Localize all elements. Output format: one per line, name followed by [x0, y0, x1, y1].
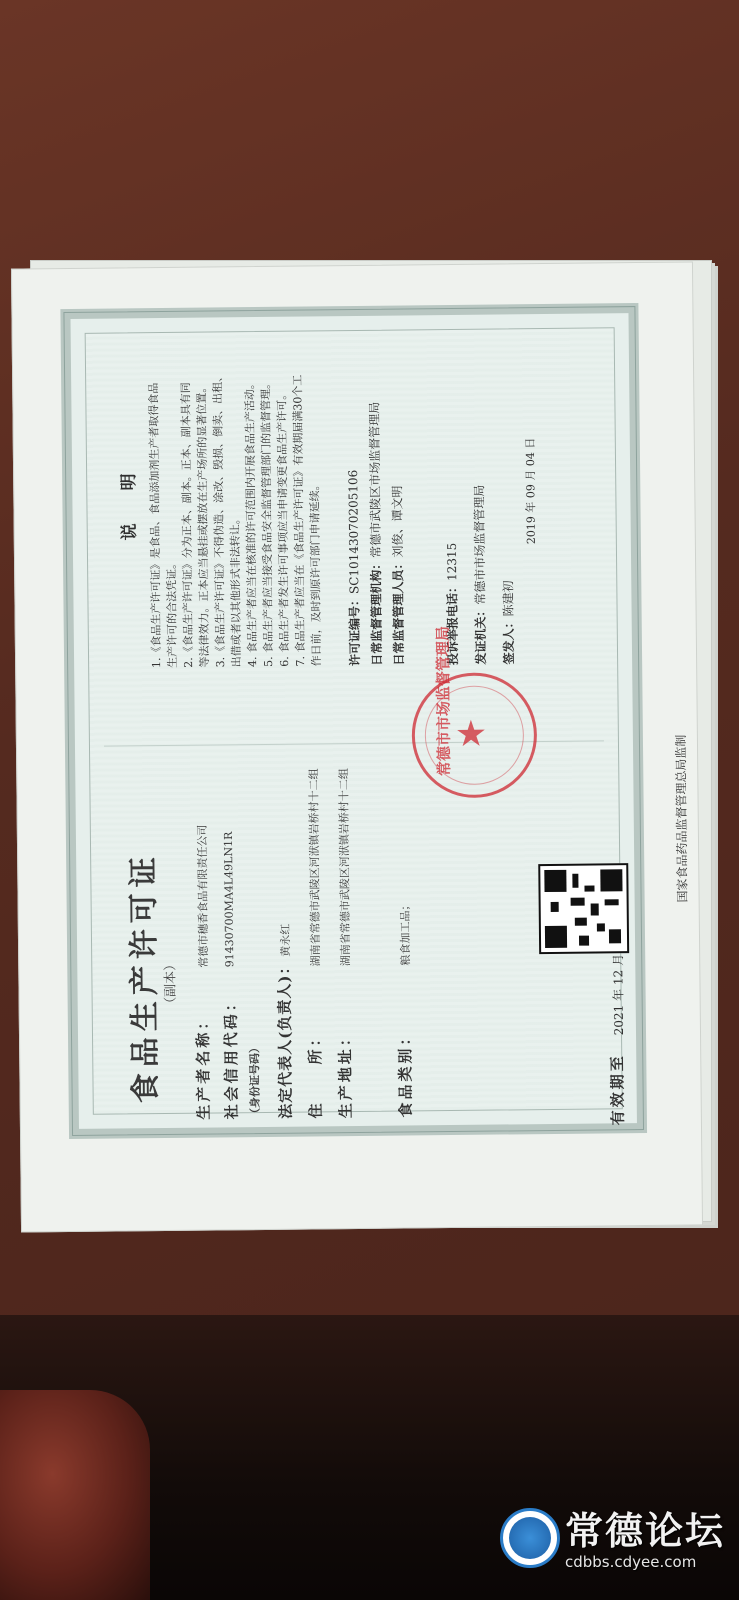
qr-finder-top-right	[600, 869, 622, 891]
field-label-credit-code: 社会信用代码：	[221, 993, 241, 1120]
qr-module	[575, 918, 587, 926]
qr-module	[551, 902, 559, 912]
qr-module	[579, 936, 589, 946]
field-value-address: 湖南省常德市武陵区河洑镇岩桥村十二组	[307, 768, 323, 967]
certificate-page	[11, 261, 703, 1232]
field-value-production-address: 湖南省常德市武陵区河洑镇岩桥村十二组	[337, 768, 353, 967]
certificate-subtitle: （副本）	[163, 957, 179, 1011]
field-value-legal-rep: 黄永红	[278, 923, 293, 957]
qr-module	[572, 874, 578, 888]
qr-module	[571, 898, 585, 906]
authority-value: 常德市武陵区市场监督管理局	[367, 401, 384, 558]
footer-issuer: 国家食品药品监督管理总局监制	[673, 734, 690, 903]
qr-module	[609, 929, 621, 943]
qr-module	[597, 923, 605, 931]
field-label-legal-rep: 法定代表人(负责人)：	[275, 958, 295, 1119]
note-line-9: 6. 食品生产者发生许可事项应当申请变更食品生产许可。	[275, 388, 292, 667]
issuer-row	[470, 485, 489, 665]
qr-module	[591, 903, 599, 915]
note-line-3: 2.《食品生产许可证》分为正本、副本。正本、副本具有同	[179, 382, 196, 668]
issue-day: 04	[523, 452, 538, 467]
field-value-credit-code: 91430700MA4L49LN1R	[221, 831, 237, 968]
note-line-6: 出借或者以其他形式非法转让。	[228, 513, 244, 668]
signer-row	[499, 580, 517, 664]
complaint-label: 投诉举报电话：	[445, 580, 461, 666]
qr-module	[584, 886, 594, 892]
leather-bag	[0, 1390, 150, 1600]
validity-year: 2021	[611, 1004, 627, 1036]
issue-month: 09	[524, 484, 538, 499]
supervisor-label: 日常监督管理人员：	[391, 557, 407, 666]
issue-year-char: 年	[524, 501, 538, 513]
license-number-label: 许可证编号：	[347, 593, 363, 667]
field-label-production-address: 生产地址：	[335, 1028, 355, 1119]
note-line-8: 5. 食品生产者应当接受食品安全监督管理部门的监督管理。	[259, 377, 276, 667]
field-label-producer: 生产者名称：	[193, 1011, 213, 1120]
validity-label: 有效期至	[608, 1053, 627, 1126]
validity-month-char: 月	[611, 953, 626, 967]
field-label-food-category: 食品类别：	[395, 1027, 415, 1118]
field-label-address: 住 所：	[305, 1028, 325, 1119]
forum-logo-inner	[509, 1517, 551, 1559]
qr-module	[605, 899, 619, 905]
note-line-7: 4. 食品生产者应当在核准的许可范围内开展食品生产活动。	[243, 378, 260, 668]
signer-label: 签发人：	[501, 616, 517, 665]
seal-text: 常德市市场监督管理局	[433, 625, 454, 777]
note-line-11: 作日前，及时到原许可部门申请延续。	[308, 479, 324, 667]
certificate-title: 食品生产许可证	[126, 851, 164, 1104]
watermark-name: 常德论坛	[565, 1508, 726, 1553]
issue-date	[522, 438, 539, 545]
note-line-1: 1.《食品生产许可证》是食品、食品添加剂生产者取得食品	[147, 382, 164, 669]
validity-year-char: 年	[611, 988, 626, 1001]
issuer-label: 发证机关：	[473, 604, 489, 665]
authority-label: 日常监督管理机构：	[369, 557, 385, 666]
forum-logo-icon	[500, 1508, 560, 1568]
notes-heading: 说 明	[119, 465, 140, 541]
license-number-row	[344, 470, 363, 666]
seal-star-icon: ★	[454, 713, 488, 755]
supervisor-value: 刘俊、谭文明	[390, 485, 406, 558]
signer-value: 陈建初	[501, 580, 516, 617]
qr-code	[538, 863, 629, 954]
field-value-food-category: 粮食加工品；	[398, 899, 413, 966]
issuer-value: 常德市市场监督管理局	[472, 484, 488, 605]
field-value-producer: 常德市穗香食品有限责任公司	[195, 824, 211, 968]
note-line-4: 等法律效力。正本应当悬挂或摆放在生产场所的显著位置。	[195, 381, 212, 668]
validity-month: 12	[611, 969, 626, 986]
qr-finder-bottom-left	[545, 926, 567, 948]
watermark-url: cdbbs.cdyee.com	[565, 1553, 697, 1571]
note-line-5: 3.《食品生产许可证》不得伪造、涂改、毁损、倒卖、出租、	[211, 370, 228, 668]
supervisor-row	[388, 485, 407, 665]
license-number-value: SC10143070205106	[346, 469, 362, 595]
issue-day-char: 日	[523, 437, 537, 449]
issue-year: 2019	[524, 516, 538, 545]
issue-month-char: 月	[524, 469, 538, 481]
qr-finder-top-left	[544, 870, 566, 892]
authority-row	[365, 402, 385, 666]
note-line-10: 7. 食品生产者应当在《食品生产许可证》有效期届满30个工	[291, 374, 308, 667]
field-label-id-number: （身份证号码）	[248, 1042, 262, 1120]
note-line-2: 生产许可的合法凭证。	[165, 557, 180, 668]
complaint-value: 12315	[444, 542, 460, 582]
